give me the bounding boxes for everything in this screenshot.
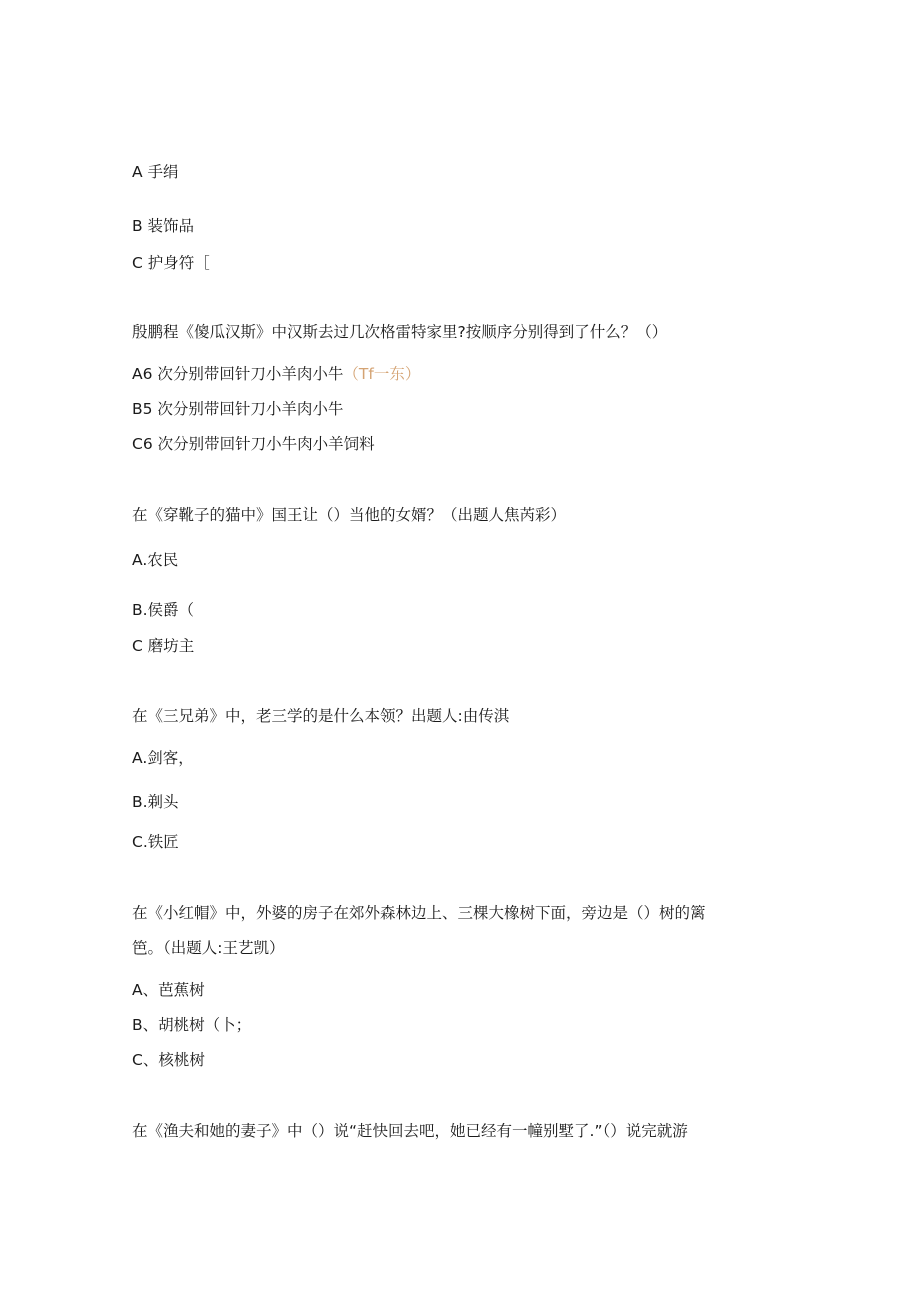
q3-option-c: C 磨坊主	[132, 637, 195, 655]
q2-option-a	[132, 364, 420, 384]
q5-stem-line-1: 在《小红帽》中，外婆的房子在郊外森林边上、三棵大橡树下面，旁边是（）树的篱	[132, 904, 706, 922]
q2-option-c: C6 次分别带回针刀小牛肉小羊饲料	[132, 435, 375, 453]
q4-option-c: C.铁匠	[132, 833, 179, 851]
q2-stem: 殷鹏程《傻瓜汉斯》中汉斯去过几次格雷特家里?按顺序分别得到了什么？（）	[132, 323, 668, 341]
q5-option-c: C、核桃树	[132, 1051, 205, 1069]
q5-stem-line-2: 笆。（出题人:王艺凯）	[132, 939, 285, 957]
q2-option-a-text: A6 次分别带回针刀小羊肉小牛	[132, 365, 344, 383]
q3-option-a: A.农民	[132, 551, 179, 569]
q4-option-b: B.剃头	[132, 793, 179, 811]
q5-option-a: A、芭蕉树	[132, 981, 205, 999]
q3-option-b: B.侯爵（	[132, 601, 195, 619]
q2-option-b: B5 次分别带回针刀小羊肉小牛	[132, 400, 344, 418]
q6-stem: 在《渔夫和她的妻子》中（）说“赶快回去吧，她已经有一幢别墅了.”（）说完就游	[132, 1122, 688, 1140]
q1-option-b: B 装饰品	[132, 217, 195, 235]
q4-option-a: A.剑客，	[132, 749, 194, 767]
q4-stem: 在《三兄弟》中，老三学的是什么本领？出题人:由传淇	[132, 707, 510, 725]
q1-option-c: C 护身符［	[132, 254, 210, 272]
q3-stem: 在《穿靴子的猫中》国王让（）当他的女婿？（出题人焦芮彩）	[132, 506, 567, 524]
q1-option-a: A 手绢	[132, 163, 179, 181]
q5-option-b: B、胡桃树（卜；	[132, 1016, 252, 1034]
q2-annotation: （Tf一东）	[343, 365, 421, 383]
